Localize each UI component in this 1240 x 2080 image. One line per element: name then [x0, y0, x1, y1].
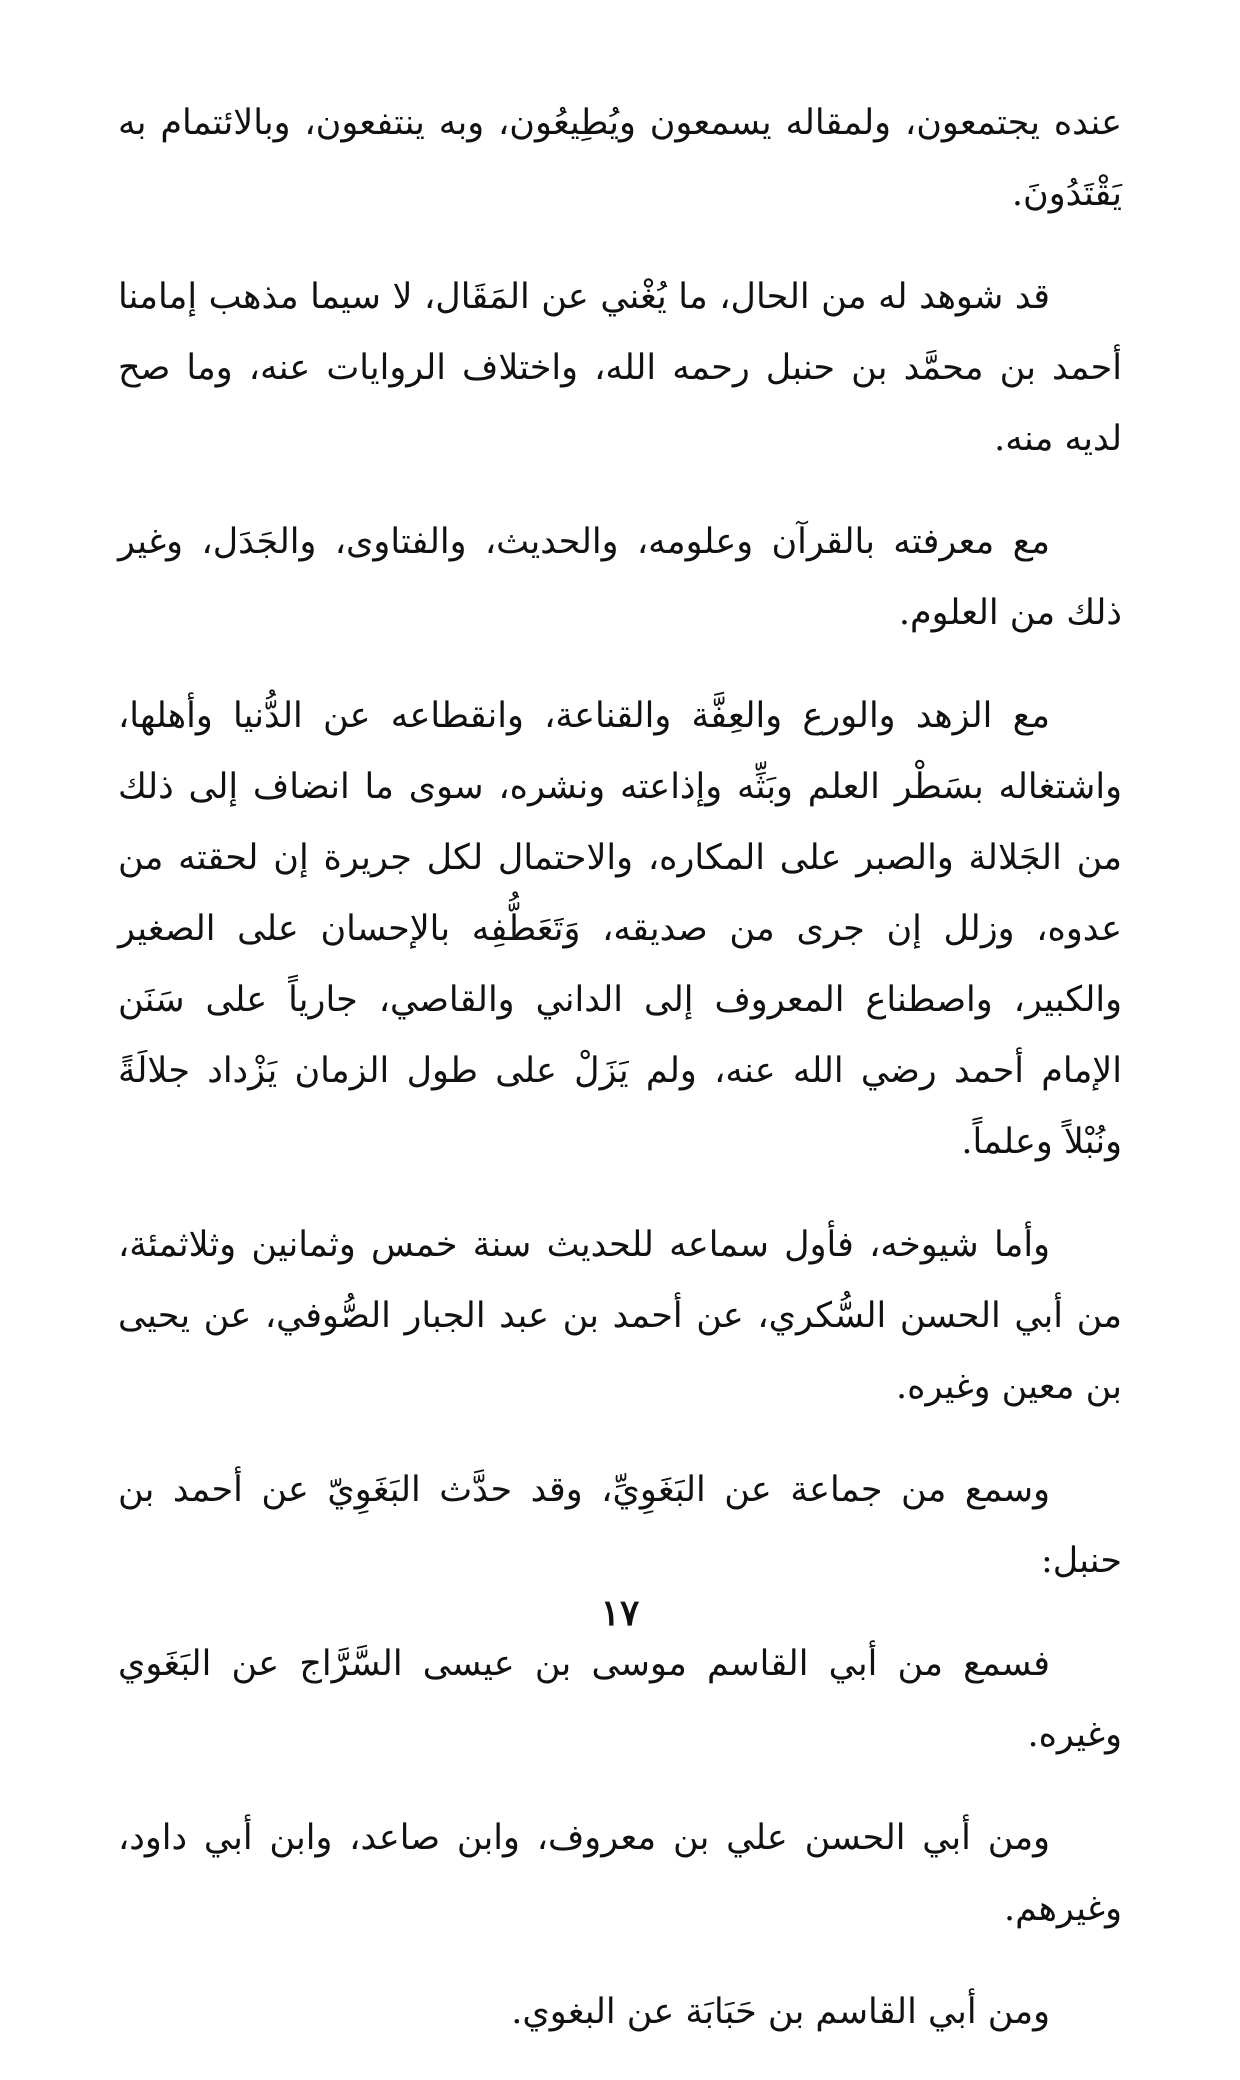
paragraph-2: قد شوهد له من الحال، ما يُغْني عن المَقَال، لا سيما مذهب إمامنا أحمد بن محمَّد بن حنبل رحمه الله، واختلاف الروايات عنه، وما صح لديه منه. — [118, 277, 1122, 459]
paragraph-7: فسمع من أبي القاسم موسى بن عيسى السَّرَّاج عن البَغَوي وغيره. — [118, 1644, 1122, 1755]
paragraph-5: وأما شيوخه، فأول سماعه للحديث سنة خمس وثمانين وثلاثمئة، من أبي الحسن السُّكري، عن أحمد بن عبد الجبار الصُّوفي، عن يحيى بن معين وغيره. — [118, 1225, 1122, 1407]
body-text — [118, 88, 1122, 2080]
paragraph-4: مع الزهد والورع والعِفَّة والقناعة، وانقطاعه عن الدُّنيا وأهلها، واشتغاله بسَطْر العلم وبَثِّه وإذاعته ونشره، سوى ما انضاف إلى ذلك من الجَلالة والصبر على المكاره، والاحتمال لكل جريرة إن لحقته من عدوه، وزلل إن جرى من صديقه، وَتَعَطُّفِه بالإحسان على الصغير والكبير، واصطناع المعروف إلى الداني والقاصي، جارياً على سَنَن الإمام أحمد رضي الله عنه، ولم يَزَلْ على طول الزمان يَزْداد جلالَةً ونُبْلاً وعلماً. — [118, 696, 1122, 1162]
paragraph-6: وسمع من جماعة عن البَغَوِيِّ، وقد حدَّث البَغَوِيّ عن أحمد بن حنبل: — [118, 1470, 1122, 1581]
page-number: ١٧ — [600, 1592, 640, 1634]
paragraph-8: ومن أبي الحسن علي بن معروف، وابن صاعد، وابن أبي داود، وغيرهم. — [118, 1818, 1122, 1929]
paragraph-1: عنده يجتمعون، ولمقاله يسمعون ويُطِيعُون، وبه ينتفعون، وبالائتمام به يَقْتَدُونَ. — [118, 103, 1122, 214]
paragraph-3: مع معرفته بالقرآن وعلومه، والحديث، والفتاوى، والجَدَل، وغير ذلك من العلوم. — [118, 522, 1122, 633]
paragraph-9: ومن أبي القاسم بن حَبَابَة عن البغوي. — [511, 1992, 1050, 2032]
